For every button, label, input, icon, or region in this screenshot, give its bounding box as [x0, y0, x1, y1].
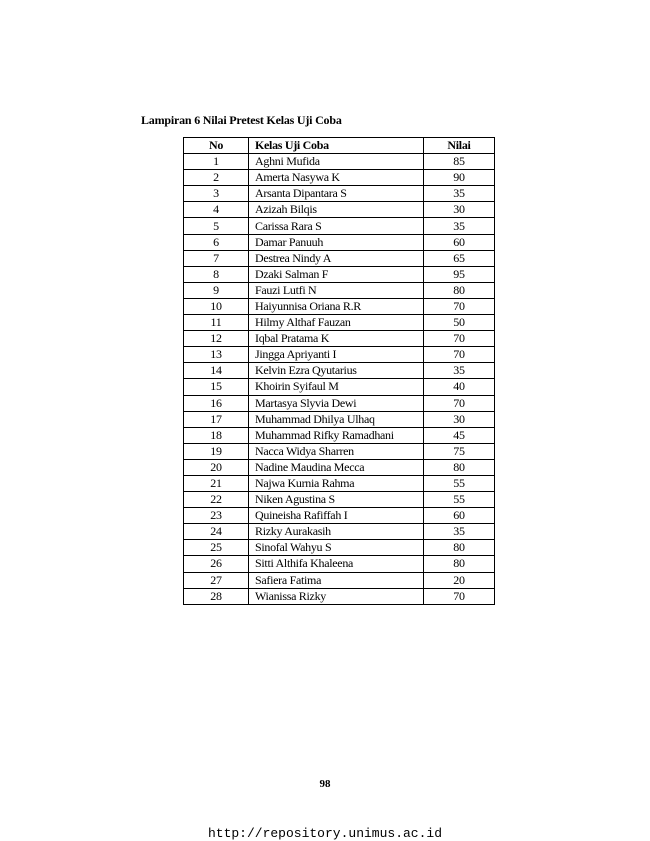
row-name: Muhammad Rifky Ramadhani: [249, 427, 424, 443]
table-row: [184, 508, 495, 524]
row-name: Aghni Mufida: [249, 154, 424, 170]
table-row: [184, 411, 495, 427]
table-row: [184, 556, 495, 572]
row-no: 25: [184, 540, 249, 556]
row-name: Dzaki Salman F: [249, 266, 424, 282]
row-name: Safiera Fatima: [249, 572, 424, 588]
row-value: 80: [424, 556, 495, 572]
table-row: [184, 475, 495, 491]
row-name: Amerta Nasywa K: [249, 170, 424, 186]
row-value: 45: [424, 427, 495, 443]
row-value: 50: [424, 315, 495, 331]
row-name: Destrea Nindy A: [249, 250, 424, 266]
row-no: 20: [184, 459, 249, 475]
row-name: Haiyunnisa Oriana R.R: [249, 298, 424, 314]
row-value: 70: [424, 331, 495, 347]
table-row: [184, 347, 495, 363]
table-row: [184, 298, 495, 314]
row-value: 30: [424, 202, 495, 218]
row-value: 30: [424, 411, 495, 427]
row-name: Jingga Apriyanti I: [249, 347, 424, 363]
row-name: Kelvin Ezra Qyutarius: [249, 363, 424, 379]
table-row: [184, 218, 495, 234]
row-name: Nacca Widya Sharren: [249, 443, 424, 459]
row-no: 2: [184, 170, 249, 186]
row-name: Hilmy Althaf Fauzan: [249, 315, 424, 331]
row-name: Quineisha Rafiffah I: [249, 508, 424, 524]
page-number: 98: [319, 778, 331, 790]
table-row: [184, 395, 495, 411]
table-row: [184, 363, 495, 379]
row-value: 35: [424, 186, 495, 202]
row-value: 70: [424, 588, 495, 604]
row-value: 20: [424, 572, 495, 588]
table-row: [184, 492, 495, 508]
row-value: 80: [424, 459, 495, 475]
row-name: Damar Panuuh: [249, 234, 424, 250]
table-row: [184, 266, 495, 282]
row-value: 55: [424, 492, 495, 508]
row-no: 12: [184, 331, 249, 347]
table-row: [184, 282, 495, 298]
table-row: [184, 443, 495, 459]
table-row: [184, 427, 495, 443]
row-value: 80: [424, 540, 495, 556]
header-name: Kelas Uji Coba: [249, 138, 424, 154]
row-no: 3: [184, 186, 249, 202]
table-row: [184, 524, 495, 540]
header-value: Nilai: [424, 138, 495, 154]
row-value: 70: [424, 347, 495, 363]
row-no: 6: [184, 234, 249, 250]
row-value: 85: [424, 154, 495, 170]
table-row: [184, 186, 495, 202]
row-no: 18: [184, 427, 249, 443]
row-value: 65: [424, 250, 495, 266]
row-name: Carissa Rara S: [249, 218, 424, 234]
row-no: 21: [184, 475, 249, 491]
row-value: 90: [424, 170, 495, 186]
row-name: Muhammad Dhilya Ulhaq: [249, 411, 424, 427]
table-row: [184, 234, 495, 250]
row-value: 70: [424, 395, 495, 411]
row-no: 14: [184, 363, 249, 379]
row-name: Martasya Slyvia Dewi: [249, 395, 424, 411]
row-value: 40: [424, 379, 495, 395]
row-no: 26: [184, 556, 249, 572]
row-no: 28: [184, 588, 249, 604]
row-no: 24: [184, 524, 249, 540]
row-no: 15: [184, 379, 249, 395]
row-no: 11: [184, 315, 249, 331]
row-name: Wianissa Rizky: [249, 588, 424, 604]
row-name: Sitti Althifa Khaleena: [249, 556, 424, 572]
row-no: 13: [184, 347, 249, 363]
row-name: Sinofal Wahyu S: [249, 540, 424, 556]
pretest-score-table: [183, 137, 495, 605]
row-no: 19: [184, 443, 249, 459]
footer-url: http://repository.unimus.ac.id: [207, 826, 443, 841]
row-no: 27: [184, 572, 249, 588]
row-value: 95: [424, 266, 495, 282]
table-row: [184, 154, 495, 170]
row-no: 22: [184, 492, 249, 508]
row-no: 23: [184, 508, 249, 524]
table-row: [184, 250, 495, 266]
table-row: [184, 588, 495, 604]
table-row: [184, 170, 495, 186]
row-no: 9: [184, 282, 249, 298]
row-name: Iqbal Pratama K: [249, 331, 424, 347]
row-name: Rizky Aurakasih: [249, 524, 424, 540]
row-value: 60: [424, 234, 495, 250]
row-value: 55: [424, 475, 495, 491]
row-name: Arsanta Dipantara S: [249, 186, 424, 202]
table-row: [184, 540, 495, 556]
row-value: 80: [424, 282, 495, 298]
row-name: Fauzi Lutfi N: [249, 282, 424, 298]
row-value: 70: [424, 298, 495, 314]
row-name: Nadine Maudina Mecca: [249, 459, 424, 475]
row-no: 5: [184, 218, 249, 234]
table-body: [184, 154, 495, 605]
row-no: 7: [184, 250, 249, 266]
row-name: Azizah Bilqis: [249, 202, 424, 218]
table-header-row: [184, 138, 495, 154]
header-no: No: [184, 138, 249, 154]
row-value: 35: [424, 363, 495, 379]
row-no: 4: [184, 202, 249, 218]
row-no: 16: [184, 395, 249, 411]
table-row: [184, 459, 495, 475]
table-row: [184, 572, 495, 588]
row-value: 75: [424, 443, 495, 459]
row-no: 1: [184, 154, 249, 170]
row-no: 8: [184, 266, 249, 282]
row-no: 17: [184, 411, 249, 427]
row-value: 35: [424, 524, 495, 540]
row-value: 35: [424, 218, 495, 234]
row-name: Najwa Kurnia Rahma: [249, 475, 424, 491]
row-name: Khoirin Syifaul M: [249, 379, 424, 395]
table-row: [184, 315, 495, 331]
page-heading: Lampiran 6 Nilai Pretest Kelas Uji Coba: [141, 113, 342, 127]
table-row: [184, 202, 495, 218]
table-row: [184, 379, 495, 395]
row-no: 10: [184, 298, 249, 314]
table-row: [184, 331, 495, 347]
row-name: Niken Agustina S: [249, 492, 424, 508]
row-value: 60: [424, 508, 495, 524]
